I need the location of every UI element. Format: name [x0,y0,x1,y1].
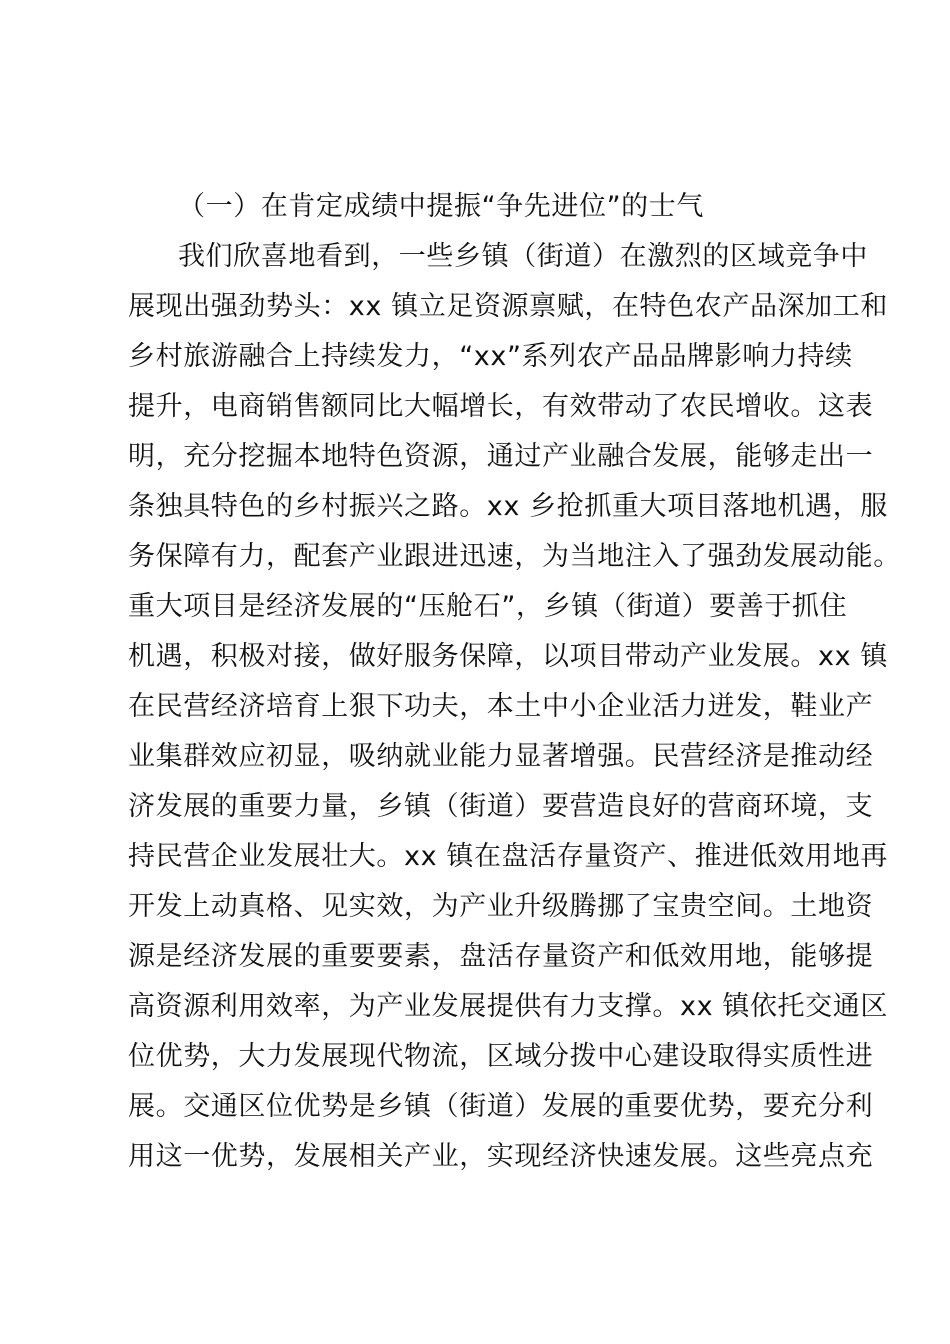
body-line: 乡村旅游融合上持续发力，“xx”系列农产品品牌影响力持续 [128,341,853,372]
body-line: 在民营经济培育上狠下功夫，本土中小企业活力迸发，鞋业产 [128,691,874,722]
body-line: 我们欣喜地看到，一些乡镇（街道）在激烈的区域竞争中 [178,241,868,272]
body-line: 重大项目是经济发展的“压舱石”，乡镇（街道）要善于抓住 [128,591,848,622]
body-line: 展。交通区位优势是乡镇（街道）发展的重要优势，要充分利 [128,1091,874,1122]
body-line: 业集群效应初显，吸纳就业能力显著增强。民营经济是推动经 [128,741,874,772]
body-line: 机遇，积极对接，做好服务保障，以项目带动产业发展。xx 镇 [128,641,888,672]
body-line: 济发展的重要力量，乡镇（街道）要营造良好的营商环境，支 [128,791,874,822]
body-line: 用这一优势，发展相关产业，实现经济快速发展。这些亮点充 [128,1141,874,1172]
body-line: 源是经济发展的重要要素，盘活存量资产和低效用地，能够提 [128,941,874,972]
body-line: 务保障有力，配套产业跟进迅速，为当地注入了强劲发展动能。 [128,541,901,572]
body-line: 明，充分挖掘本地特色资源，通过产业融合发展，能够走出一 [128,441,874,472]
section-heading: （一）在肯定成绩中提振“争先进位”的士气 [178,191,704,222]
body-line: 开发上动真格、见实效，为产业升级腾挪了宝贵空间。土地资 [128,891,874,922]
body-line: 高资源利用效率，为产业发展提供有力支撑。xx 镇依托交通区 [128,991,888,1022]
body-line: 持民营企业发展壮大。xx 镇在盘活存量资产、推进低效用地再 [128,841,888,872]
body-line: 条独具特色的乡村振兴之路。xx 乡抢抓重大项目落地机遇，服 [128,491,888,522]
body-line: 展现出强劲势头：xx 镇立足资源禀赋，在特色农产品深加工和 [128,291,888,322]
body-line: 提升，电商销售额同比大幅增长，有效带动了农民增收。这表 [128,391,874,422]
body-line: 位优势，大力发展现代物流，区域分拨中心建设取得实质性进 [128,1041,874,1072]
